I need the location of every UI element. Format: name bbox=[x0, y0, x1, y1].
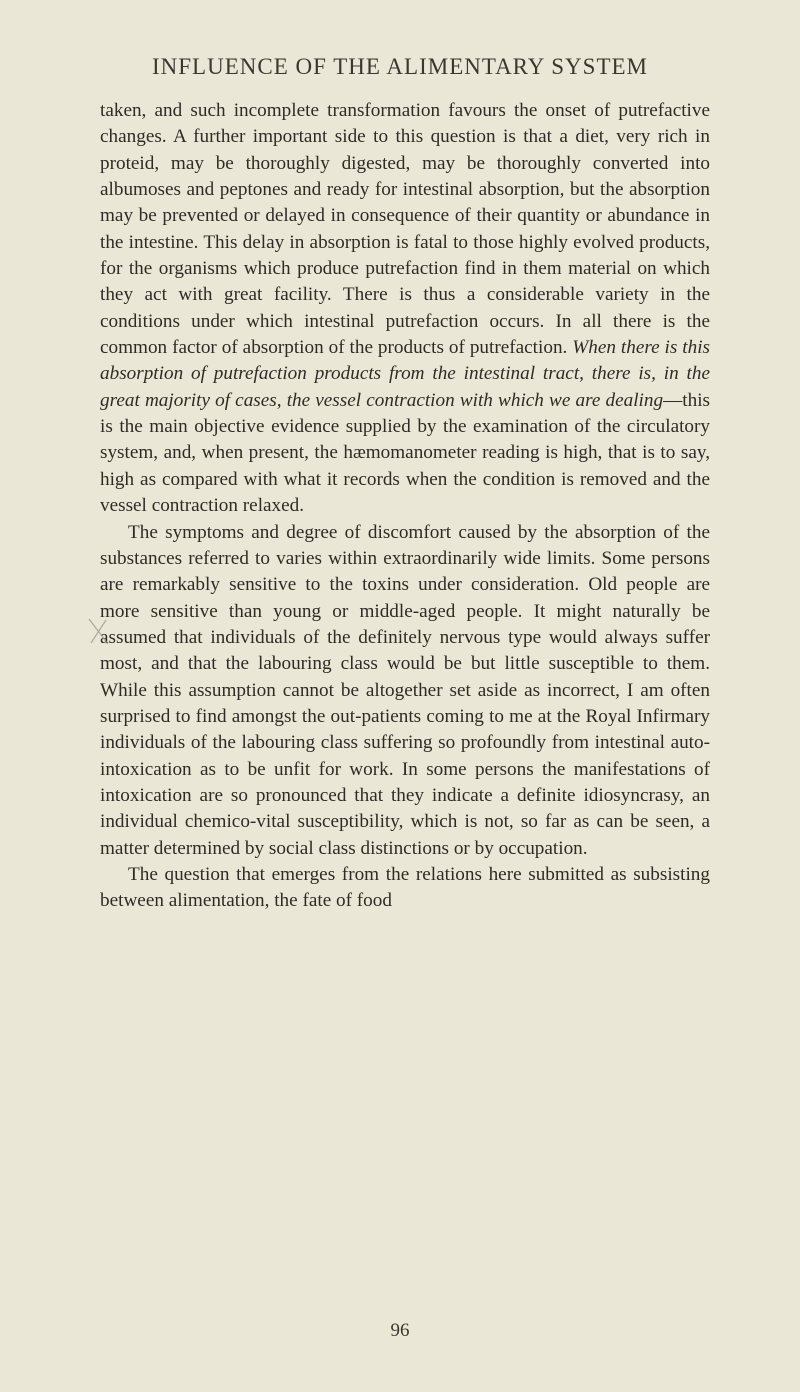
page-number: 96 bbox=[390, 1320, 410, 1341]
paragraph-2: The symptoms and degree of discomfort caused by the absorption of the substances referred to varies within extraordinarily wide limits. Some persons are remarkably sensitive to the toxins under consideration. Old people are more sensitive than young or middle-aged people. It might naturally be assumed that individuals of the definitely nervous type would always suffer most, and that the labouring class would be but little susceptible to them. While this assumption cannot be altogether set aside as incorrect, I am often surprised to find amongst the out-patients coming to me at the Royal Infirmary individuals of the labouring class suffering so profoundly from intestinal auto-intoxication as to be unfit for work. In some persons the manifestations of intoxication are so pronounced that they indicate a definite idiosyncrasy, an individual chemico-vital susceptibility, which is not, so far as can be seen, a matter determined by social class distinctions or by occupation. bbox=[100, 521, 710, 859]
body-text bbox=[100, 98, 710, 915]
paragraph-3: The question that emerges from the relations here submitted as subsisting between alimentation, the fate of food bbox=[100, 863, 710, 912]
paragraph-1-continuation: —this is the main objective evidence supplied by the examination of the circulatory system, and, when present, the hæmomanometer reading is high, that is to say, high as compared with what it records when the condition is removed and the vessel contraction relaxed. bbox=[100, 389, 710, 517]
paragraph-1 bbox=[100, 98, 710, 520]
paragraph-1-italic-passage: When there is this absorption of putrefaction products from the intestinal tract, there is, in the great majority of cases, the vessel contraction with which we are dealing bbox=[100, 337, 711, 411]
paragraph-1-text: taken, and such incomplete transformation favours the onset of putrefactive changes. A further important side to this question is that a diet, very rich in proteid, may be thoroughly digested, may be thoroughly converted into albumoses and peptones and ready for intestinal absorption, but the absorption may be prevented or delayed in consequence of their quantity or abundance in the intestine. This delay in absorption is fatal to those highly evolved products, for the organisms which produce putrefaction find in them material on which they act with great facility. There is thus a considerable variety in the conditions under which intestinal putrefaction occurs. In all there is the common factor of absorption of the products of putrefaction. bbox=[100, 100, 710, 359]
pencil-margin-mark-icon bbox=[86, 617, 112, 647]
running-head-title: INFLUENCE OF THE ALIMENTARY SYSTEM bbox=[151, 54, 648, 79]
